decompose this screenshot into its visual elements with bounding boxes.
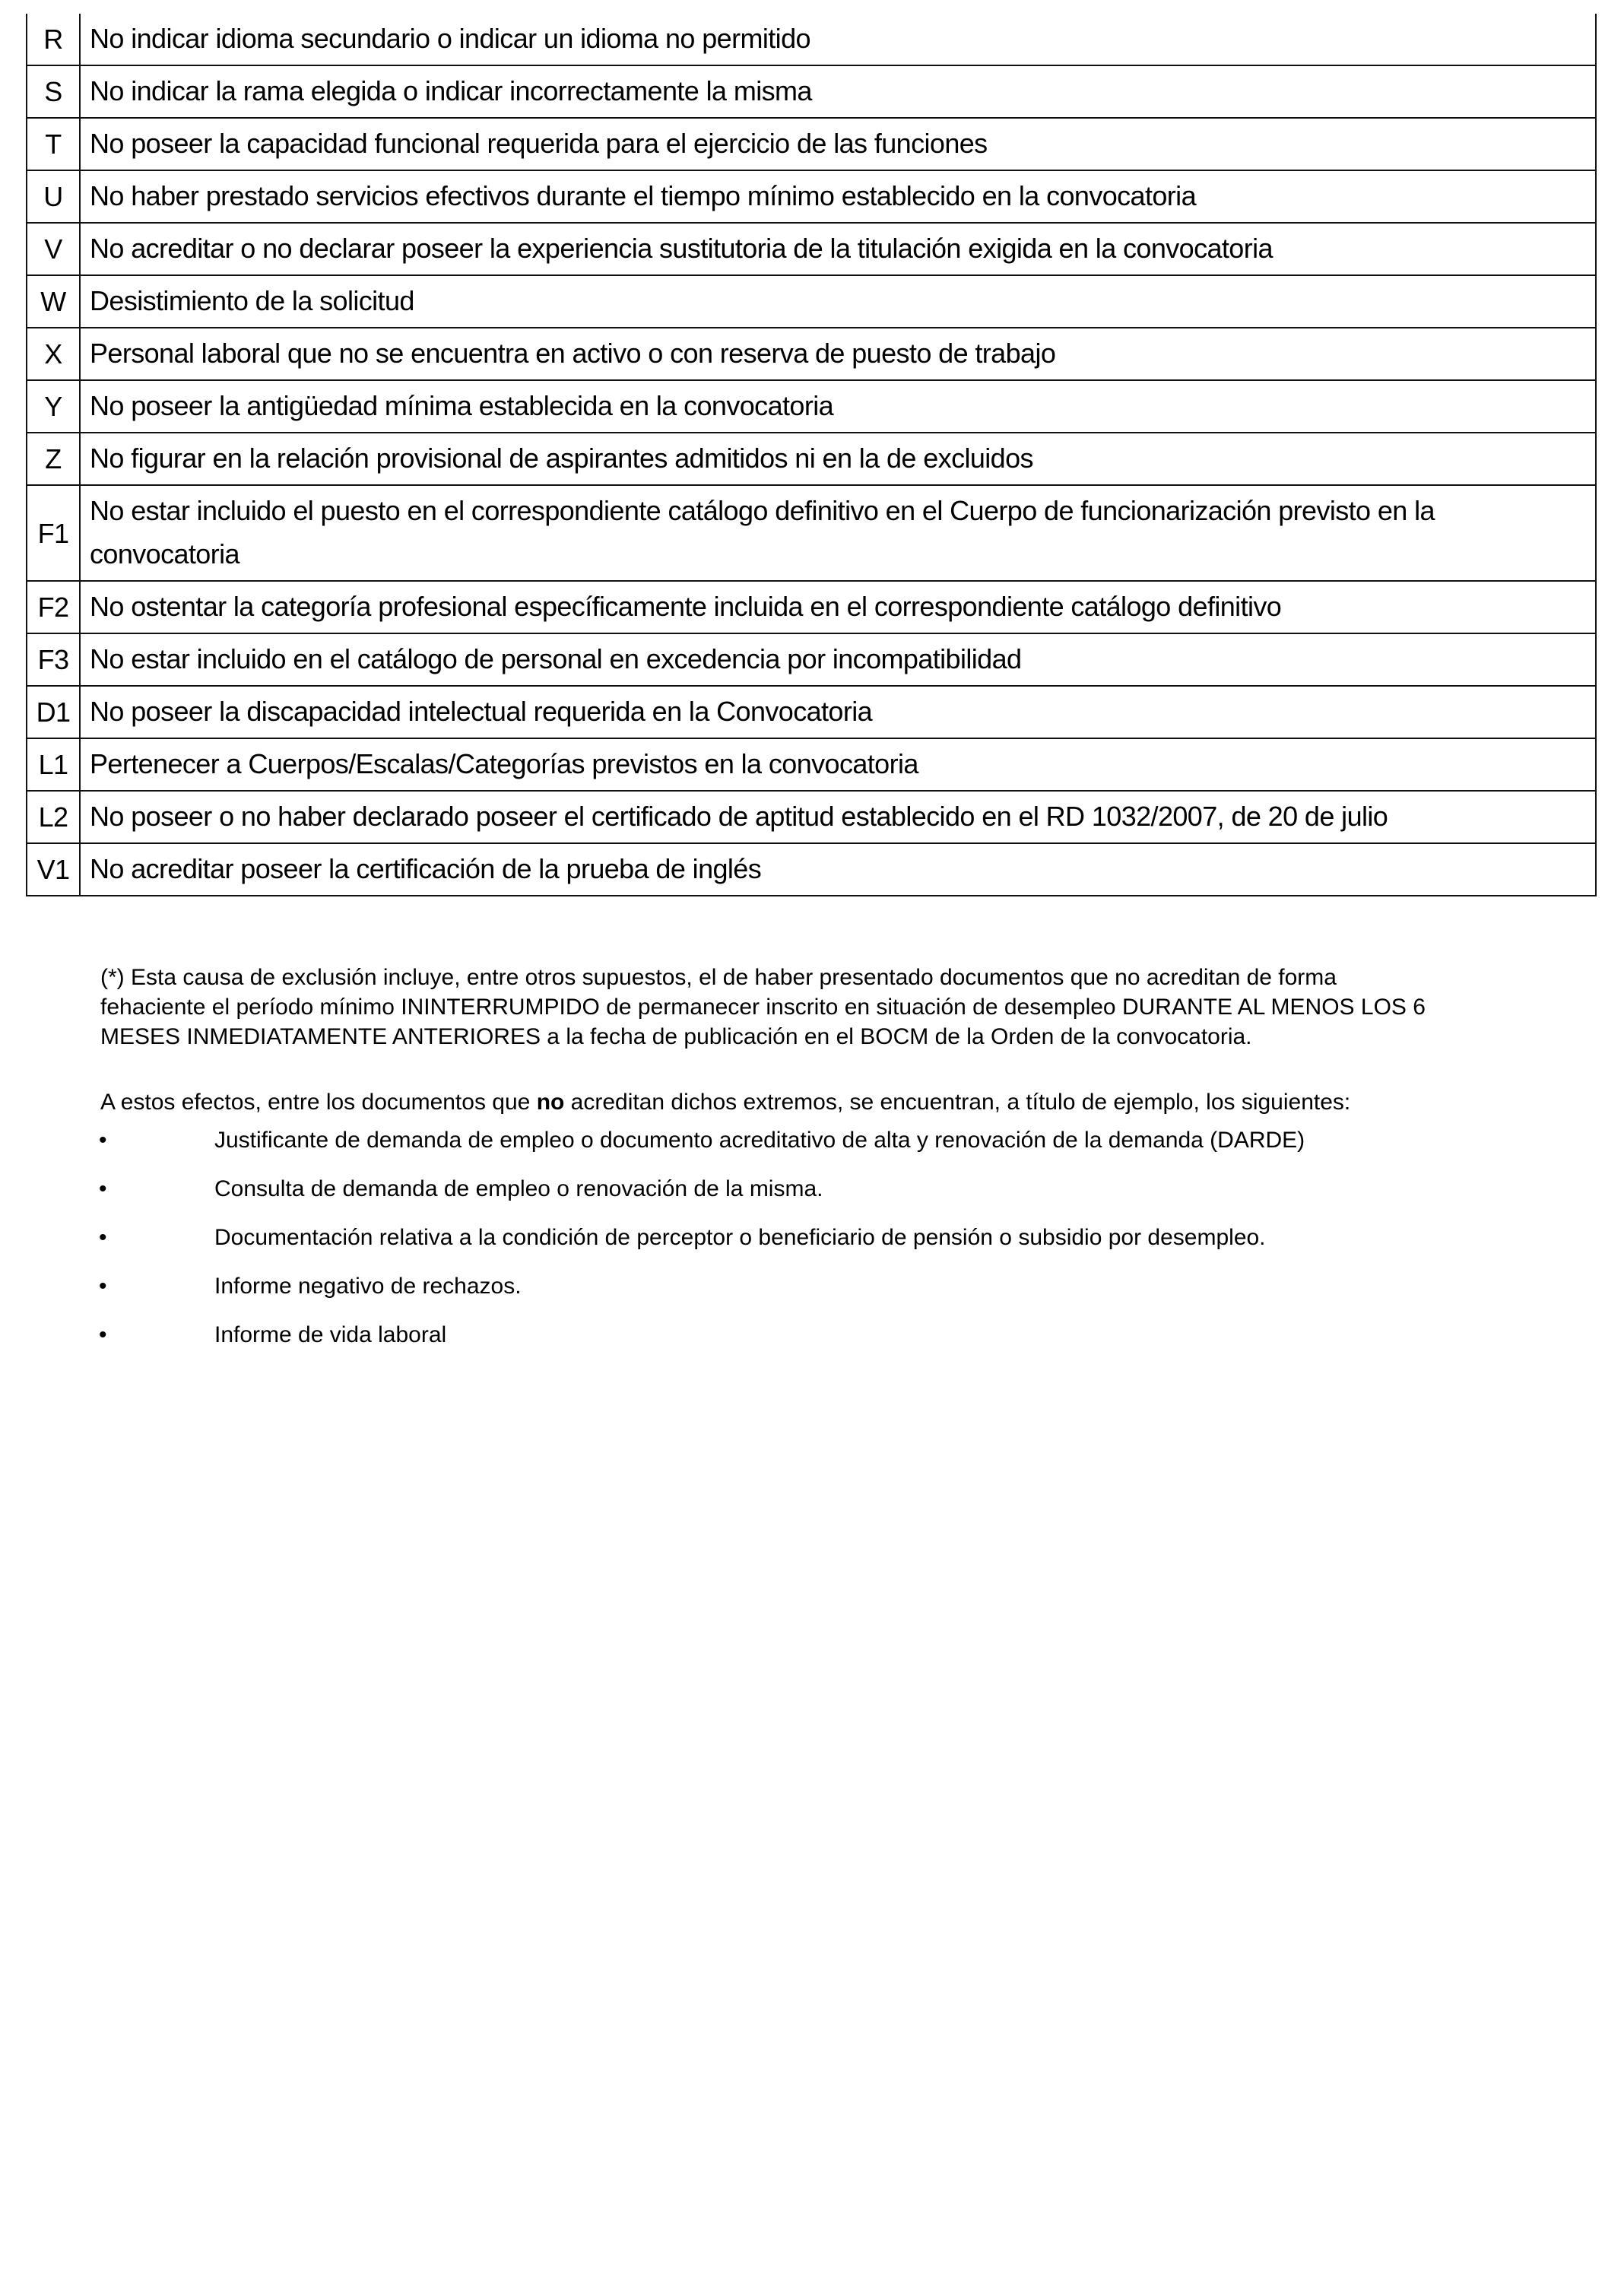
document-item-text: Informe negativo de rechazos.: [214, 1274, 522, 1299]
cause-code: R: [27, 14, 80, 65]
cause-code: Y: [27, 380, 80, 433]
cause-description: No poseer la capacidad funcional requerida para el ejercicio de las funciones: [80, 118, 1596, 170]
table-row: [27, 791, 1596, 843]
bullet-icon: •: [99, 1274, 107, 1299]
table-row: [27, 65, 1596, 118]
table-row: [27, 633, 1596, 686]
table-row: [27, 328, 1596, 380]
table-row: [27, 581, 1596, 633]
intro-text: acreditan dichos extremos, se encuentran, a título de ejemplo, los siguientes:: [564, 1090, 1351, 1115]
bullet-icon: •: [99, 1225, 107, 1250]
cause-code: L2: [27, 791, 80, 843]
cause-code: T: [27, 118, 80, 170]
table-row: [27, 843, 1596, 896]
cause-code: D1: [27, 686, 80, 738]
cause-description: No estar incluido el puesto en el correspondiente catálogo definitivo en el Cuerpo de funcionarización previsto en la convocatoria: [80, 485, 1596, 581]
table-row: [27, 380, 1596, 433]
footnote-line: fehaciente el período mínimo ININTERRUMPIDO de permanecer inscrito en situación de desempleo DURANTE AL MENOS LOS 6: [100, 995, 1426, 1020]
cause-description: No indicar idioma secundario o indicar un idioma no permitido: [80, 14, 1596, 65]
cause-code: L1: [27, 738, 80, 791]
document-item-text: Consulta de demanda de empleo o renovación de la misma.: [214, 1176, 823, 1201]
cause-description: No indicar la rama elegida o indicar incorrectamente la misma: [80, 65, 1596, 118]
bullet-icon: •: [99, 1128, 107, 1153]
footnote-line: MESES INMEDIATAMENTE ANTERIORES a la fecha de publicación en el BOCM de la Orden de la convocatoria.: [100, 1024, 1252, 1049]
cause-code: S: [27, 65, 80, 118]
table-row: [27, 433, 1596, 485]
document-item-text: Informe de vida laboral: [214, 1322, 447, 1347]
cause-description: No haber prestado servicios efectivos durante el tiempo mínimo establecido en la convocatoria: [80, 170, 1596, 223]
cause-description: No acreditar o no declarar poseer la experiencia sustitutoria de la titulación exigida en la convocatoria: [80, 223, 1596, 275]
cause-description: Pertenecer a Cuerpos/Escalas/Categorías previstos en la convocatoria: [80, 738, 1596, 791]
exclusion-causes-table: [26, 14, 1597, 896]
cause-code: F2: [27, 581, 80, 633]
cause-code: U: [27, 170, 80, 223]
footnote-line: (*) Esta causa de exclusión incluye, entre otros supuestos, el de haber presentado documentos que no acreditan de forma: [100, 965, 1337, 990]
intro-text: A estos efectos, entre los documentos que: [100, 1090, 537, 1115]
cause-description: Personal laboral que no se encuentra en activo o con reserva de puesto de trabajo: [80, 328, 1596, 380]
bullet-icon: •: [99, 1322, 107, 1347]
cause-code: F1: [27, 485, 80, 581]
cause-description: Desistimiento de la solicitud: [80, 275, 1596, 328]
table-row: [27, 686, 1596, 738]
cause-description: No poseer la antigüedad mínima establecida en la convocatoria: [80, 380, 1596, 433]
cause-code: V1: [27, 843, 80, 896]
cause-code: V: [27, 223, 80, 275]
table-row: [27, 170, 1596, 223]
table-row: [27, 485, 1596, 581]
document-item-text: Documentación relativa a la condición de perceptor o beneficiario de pensión o subsidio por desempleo.: [214, 1225, 1266, 1250]
intro-bold-text: no: [536, 1090, 565, 1115]
table-row: [27, 14, 1596, 65]
table-row: [27, 275, 1596, 328]
bullet-icon: •: [99, 1176, 107, 1201]
document-item-text: Justificante de demanda de empleo o documento acreditativo de alta y renovación de la demanda (DARDE): [214, 1128, 1305, 1153]
cause-description: No acreditar poseer la certificación de la prueba de inglés: [80, 843, 1596, 896]
cause-code: W: [27, 275, 80, 328]
cause-description: No poseer o no haber declarado poseer el certificado de aptitud establecido en el RD 1032/2007, de 20 de julio: [80, 791, 1596, 843]
documents-intro: [100, 1087, 1350, 1117]
table-row: [27, 738, 1596, 791]
cause-description: No ostentar la categoría profesional específicamente incluida en el correspondiente catálogo definitivo: [80, 581, 1596, 633]
table-row: [27, 223, 1596, 275]
cause-code: X: [27, 328, 80, 380]
cause-description: No poseer la discapacidad intelectual requerida en la Convocatoria: [80, 686, 1596, 738]
cause-description: No estar incluido en el catálogo de personal en excedencia por incompatibilidad: [80, 633, 1596, 686]
cause-description: No figurar en la relación provisional de aspirantes admitidos ni en la de excluidos: [80, 433, 1596, 485]
table-row: [27, 118, 1596, 170]
footnote: [100, 963, 1583, 1052]
cause-code: Z: [27, 433, 80, 485]
cause-code: F3: [27, 633, 80, 686]
